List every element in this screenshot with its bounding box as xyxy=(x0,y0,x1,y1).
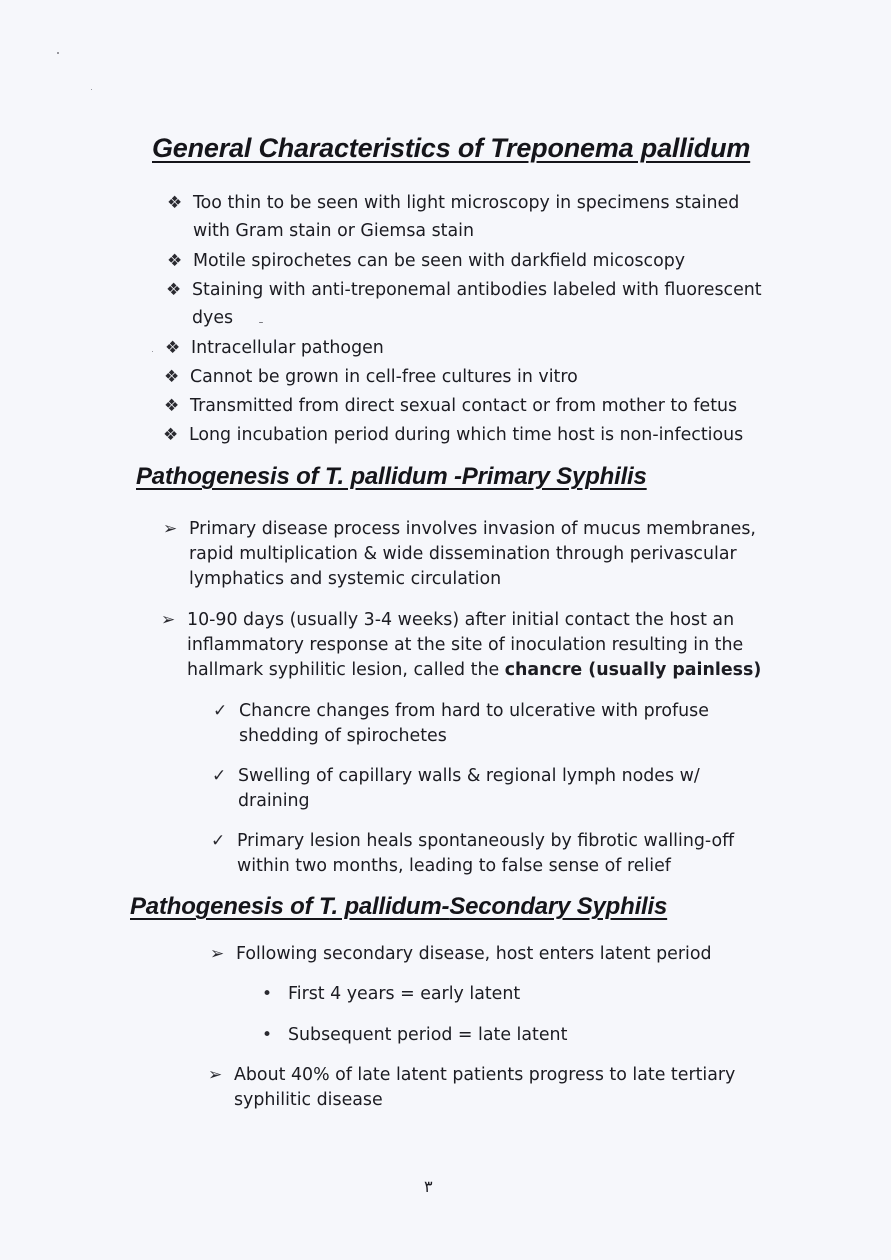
check-bullet-icon: ✓ xyxy=(211,831,226,851)
diamond-bullet-icon: ❖ xyxy=(164,367,180,387)
arrow-bullet-icon: ➢ xyxy=(208,1065,223,1085)
list-item: • Subsequent period = late latent xyxy=(288,1023,567,1048)
check-bullet-icon: ✓ xyxy=(212,766,227,786)
diamond-bullet-icon: ❖ xyxy=(167,193,183,213)
section-heading-primary-syphilis: Pathogenesis of T. pallidum -Primary Syphilis xyxy=(136,463,647,490)
list-item: ❖ Too thin to be seen with light microscopy in specimens stained with Gram stain or Giemsa stain xyxy=(193,189,739,245)
list-item: ➢ Primary disease process involves invasion of mucus membranes, rapid multiplication & wide dissemination through perivascular lymphatics and systemic circulation xyxy=(163,519,756,589)
diamond-bullet-icon: ❖ xyxy=(166,280,182,300)
check-bullet-icon: ✓ xyxy=(213,701,228,721)
list-item: ❖ Intracellular pathogen xyxy=(191,334,384,362)
scan-speck xyxy=(259,322,263,323)
dot-bullet-icon: • xyxy=(262,1025,273,1045)
arrow-bullet-icon: ➢ xyxy=(163,519,178,539)
section-heading-general-characteristics: General Characteristics of Treponema pallidum xyxy=(152,133,751,163)
scan-speck xyxy=(152,351,153,352)
list-item: ❖ Transmitted from direct sexual contact or from mother to fetus xyxy=(190,392,737,420)
section-heading-secondary-syphilis: Pathogenesis of T. pallidum-Secondary Syphilis xyxy=(130,893,668,920)
list-item: ❖ Staining with anti-treponemal antibodies labeled with fluorescent dyes xyxy=(192,276,762,332)
dot-bullet-icon: • xyxy=(262,984,273,1004)
diamond-bullet-icon: ❖ xyxy=(165,338,181,358)
list-item: ✓ Chancre changes from hard to ulcerative with profuse shedding of spirochetes xyxy=(213,701,709,746)
page-number: ٣ xyxy=(424,1177,433,1196)
arrow-bullet-icon: ➢ xyxy=(161,610,176,630)
list-item: ❖ Motile spirochetes can be seen with darkfield micoscopy xyxy=(193,247,685,275)
list-item: ➢ About 40% of late latent patients progress to late tertiary syphilitic disease xyxy=(208,1065,736,1110)
scan-speck xyxy=(91,89,92,90)
list-item: • First 4 years = early latent xyxy=(288,982,520,1007)
list-item: ❖ Long incubation period during which time host is non-infectious xyxy=(189,421,743,449)
diamond-bullet-icon: ❖ xyxy=(163,425,179,445)
chancre-emphasis: chancre (usually painless) xyxy=(504,660,762,680)
diamond-bullet-icon: ❖ xyxy=(167,251,183,271)
list-item: ➢ 10-90 days (usually 3-4 weeks) after initial contact the host an inflammatory response at the site of inoculation resulting in the hallmark syphilitic lesion, called the chancre (usually painless) xyxy=(161,610,762,680)
list-item: ✓ Swelling of capillary walls & regional lymph nodes w/ draining xyxy=(212,766,700,811)
scan-speck xyxy=(57,52,59,54)
list-item: ✓ Primary lesion heals spontaneously by fibrotic walling-off within two months, leading to false sense of relief xyxy=(211,831,735,876)
list-item: ❖ Cannot be grown in cell-free cultures in vitro xyxy=(190,363,578,391)
list-item: ➢ Following secondary disease, host enters latent period xyxy=(236,942,712,967)
arrow-bullet-icon: ➢ xyxy=(210,944,225,964)
diamond-bullet-icon: ❖ xyxy=(164,396,180,416)
